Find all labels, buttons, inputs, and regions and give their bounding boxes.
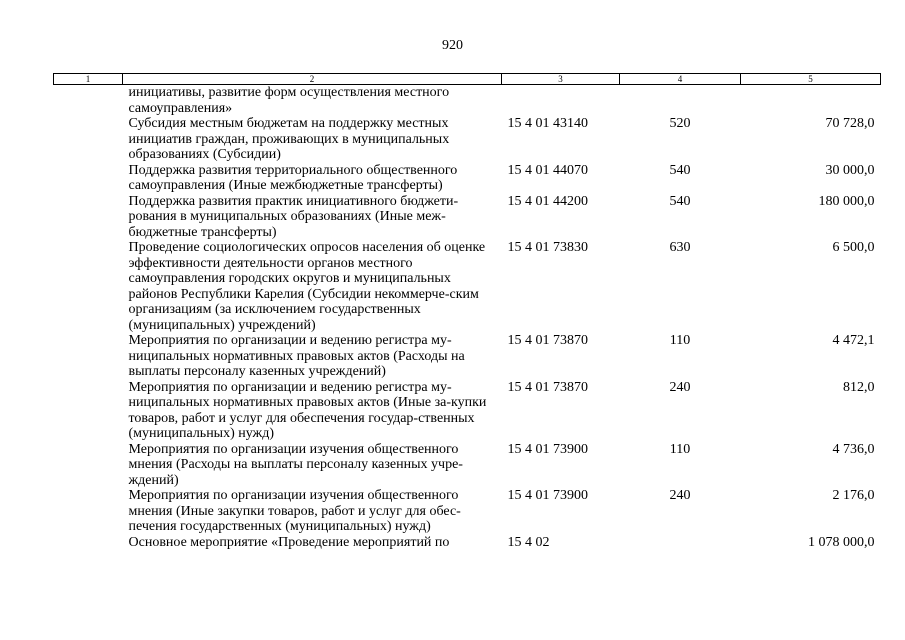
row-code: 15 4 01 73870 [507,333,588,348]
column-number-4: 4 [620,74,741,85]
row-blank-cell [54,85,123,117]
row-code [502,85,620,117]
row-code: 15 4 02 [507,534,550,550]
row-code: 15 4 01 73830 [507,240,588,255]
table-row [54,442,881,489]
table-row [54,116,881,163]
row-code: 15 4 01 44200 [507,193,588,209]
table-row [54,194,881,241]
row-code: 15 4 01 73900 [507,441,588,457]
row-expense-type: 110 [669,333,691,348]
row-amount: 70 728,0 [825,116,875,131]
table-row [54,488,881,535]
row-code: 15 4 01 73900 [507,488,588,503]
row-code: 15 4 01 73870 [507,379,588,395]
row-amount: 6 500,0 [832,240,875,255]
row-code: 15 4 01 44070 [507,162,588,178]
row-expense-type: 540 [669,162,691,178]
row-amount: 30 000,0 [825,162,875,178]
table-row [54,240,881,333]
table-row [54,163,881,194]
page-number: 920 [442,38,463,53]
row-expense-type: 540 [669,193,691,209]
row-amount: 4 736,0 [832,441,875,457]
row-amount [741,85,881,117]
column-number-5: 5 [741,74,881,85]
row-blank-cell [54,333,123,380]
row-description: Мероприятия по организации изучения общественного мнения (Расходы на выплаты персоналу казенных учре-ждений) [128,441,463,488]
budget-table [53,73,881,550]
row-description: Субсидия местным бюджетам на поддержку местных инициатив граждан, проживающих в муниципальных образованиях (Субсидии) [128,116,450,162]
row-expense-type [620,535,741,551]
row-description: Мероприятия по организации и ведению регистра му-ниципальных нормативных правовых актов (Иные за-купки товаров, работ и услуг для обеспечения государ-ственных (муниципальных) нужд) [128,379,487,441]
row-description: Поддержка развития территориального общественного самоуправления (Иные межбюджетные трансферты) [128,162,458,193]
row-expense-type: 240 [669,488,691,503]
table-row [54,535,881,551]
row-amount: 812,0 [843,379,875,395]
row-amount: 180 000,0 [818,193,875,209]
table-row [54,85,881,117]
row-expense-type: 630 [669,240,691,255]
row-expense-type: 240 [669,379,691,395]
row-description: Основное мероприятие «Проведение мероприятий по [128,534,450,550]
row-amount: 1 078 000,0 [808,534,875,550]
row-description: Поддержка развития практик инициативного бюджети-рования в муниципальных образованиях (Иные меж-бюджетные трансферты) [128,193,459,240]
column-number-row [54,74,881,85]
row-expense-type: 110 [669,441,691,457]
row-description: Проведение социологических опросов населения об оценке эффективности деятельности органов местного самоуправления городских округов и муниципальных районов Республики Карелия (Субсидии некоммерче-ским организациям (за исключением государственных (муниципальных) учреждений) [128,240,486,333]
row-blank-cell [54,380,123,442]
table-row [54,333,881,380]
column-number-1: 1 [54,74,123,85]
column-number-3: 3 [502,74,620,85]
row-blank-cell [54,240,123,333]
row-description: инициативы, развитие форм осуществления местного самоуправления» [128,85,450,116]
row-blank-cell [54,442,123,489]
row-code: 15 4 01 43140 [507,116,588,131]
row-amount: 2 176,0 [832,488,875,503]
row-expense-type: 520 [669,116,691,131]
row-blank-cell [54,488,123,535]
row-amount: 4 472,1 [832,333,875,348]
row-blank-cell [54,535,123,551]
row-blank-cell [54,116,123,163]
row-description: Мероприятия по организации изучения общественного мнения (Иные закупки товаров, работ и услуг для обес-печения государственных (муниципальных) нужд) [128,488,461,534]
row-description: Мероприятия по организации и ведению регистра му-ниципальных нормативных правовых актов (Расходы на выплаты персоналу казенных учреждений) [128,333,465,379]
row-blank-cell [54,163,123,194]
row-blank-cell [54,194,123,241]
row-expense-type [620,85,741,117]
table-row [54,380,881,442]
column-number-2: 2 [123,74,502,85]
